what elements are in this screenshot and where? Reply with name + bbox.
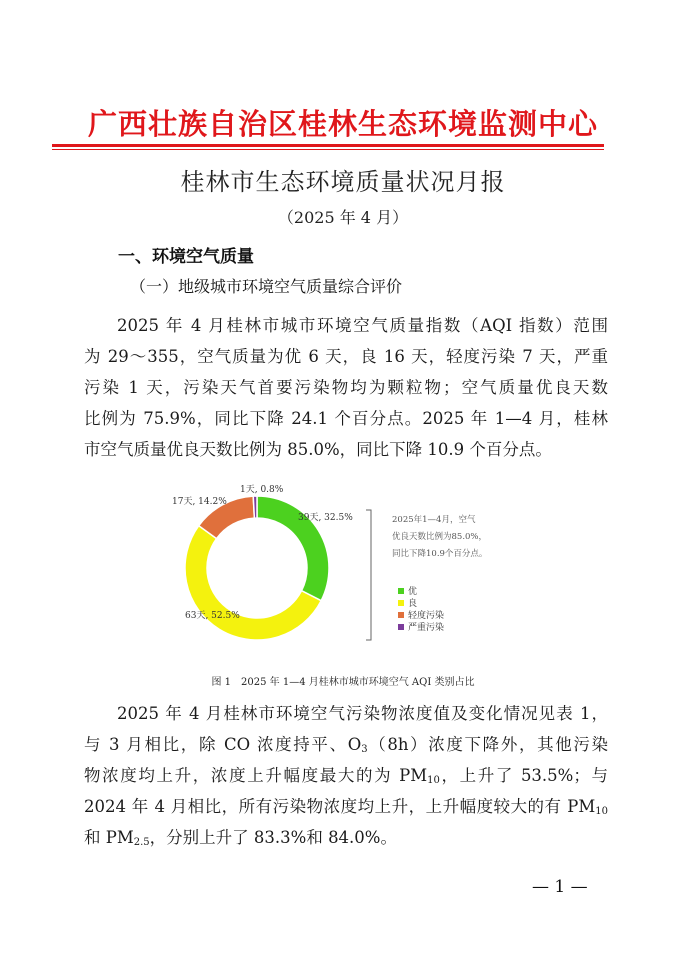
legend-label-3: 严重污染 xyxy=(408,623,445,633)
donut-slice-0 xyxy=(257,496,329,601)
data-label-2: 17天, 14.2% xyxy=(172,497,227,507)
section-heading: 一、环境空气质量 xyxy=(118,247,254,267)
legend-swatch-2 xyxy=(398,612,404,618)
paragraph-air-quality-summary xyxy=(84,310,608,465)
paragraph-line: 2025 年 4 月桂林市环境空气污染物浓度值及变化情况见表 1， xyxy=(117,704,608,723)
aqi-category-chart xyxy=(160,480,550,660)
annotation-bracket xyxy=(366,510,371,640)
organization-title: 广西壮族自治区桂林生态环境监测中心 xyxy=(87,107,598,141)
annotation-line: 同比下降10.9个百分点。 xyxy=(392,549,488,559)
paragraph-line: 与 3 月相比，除 CO 浓度持平、$O_3(8h)$浓度下降外，其他污染 xyxy=(84,735,608,755)
page-number: — 1 — xyxy=(532,877,588,897)
paragraph-line: 比例为 75.9%，同比下降 24.1 个百分点。2025 年 1—4 月，桂林 xyxy=(84,409,608,428)
legend-swatch-1 xyxy=(398,600,404,606)
header-red-rule-thin xyxy=(52,149,604,150)
paragraph-pollutant-changes xyxy=(84,698,608,853)
annotation-line: 2025年1—4月，空气 xyxy=(392,515,476,525)
paragraph-line: 市空气质量优良天数比例为 85.0%，同比下降 10.9 个百分点。 xyxy=(84,440,552,459)
paragraph-line: 污染 1 天，污染天气首要污染物均为颗粒物；空气质量优良天数 xyxy=(84,378,608,397)
paragraph-line: 为 29～355，空气质量为优 6 天，良 16 天，轻度污染 7 天，严重 xyxy=(84,347,608,366)
donut-slice-3 xyxy=(253,496,257,518)
subsection-heading: （一）地级城市环境空气质量综合评价 xyxy=(130,277,403,296)
paragraph-line: 2024 年 4 月相比，所有污染物浓度均上升，上升幅度较大的有 $PM_{10}$ xyxy=(84,797,608,817)
data-label-1: 63天, 52.5% xyxy=(185,611,240,621)
paragraph-line: 2025 年 4 月桂林市城市环境空气质量指数（AQI 指数）范围 xyxy=(117,316,608,335)
figure-caption: 图 1 2025 年 1—4 月桂林市城市环境空气 AQI 类别占比 xyxy=(211,677,475,688)
header-red-rule xyxy=(52,144,604,147)
legend-swatch-0 xyxy=(398,588,404,594)
report-title: 桂林市生态环境质量状况月报 xyxy=(180,168,506,196)
donut-chart xyxy=(160,480,550,660)
annotation-line: 优良天数比例为85.0%， xyxy=(392,532,488,542)
legend-label-0: 优 xyxy=(408,587,418,597)
data-label-0: 39天, 32.5% xyxy=(298,513,353,523)
legend-label-2: 轻度污染 xyxy=(408,611,445,621)
legend-label-1: 良 xyxy=(408,599,418,609)
paragraph-line: 物浓度均上升，浓度上升幅度最大的为 $PM_{10}$，上升了 53.5%；与 xyxy=(84,766,608,786)
legend-swatch-3 xyxy=(398,624,404,630)
report-date: （2025 年 4 月） xyxy=(277,208,409,227)
data-label-3: 1天, 0.8% xyxy=(240,485,284,495)
paragraph-line: 和 $PM_{2.5}$，分别上升了 83.3%和 84.0%。 xyxy=(84,828,397,848)
